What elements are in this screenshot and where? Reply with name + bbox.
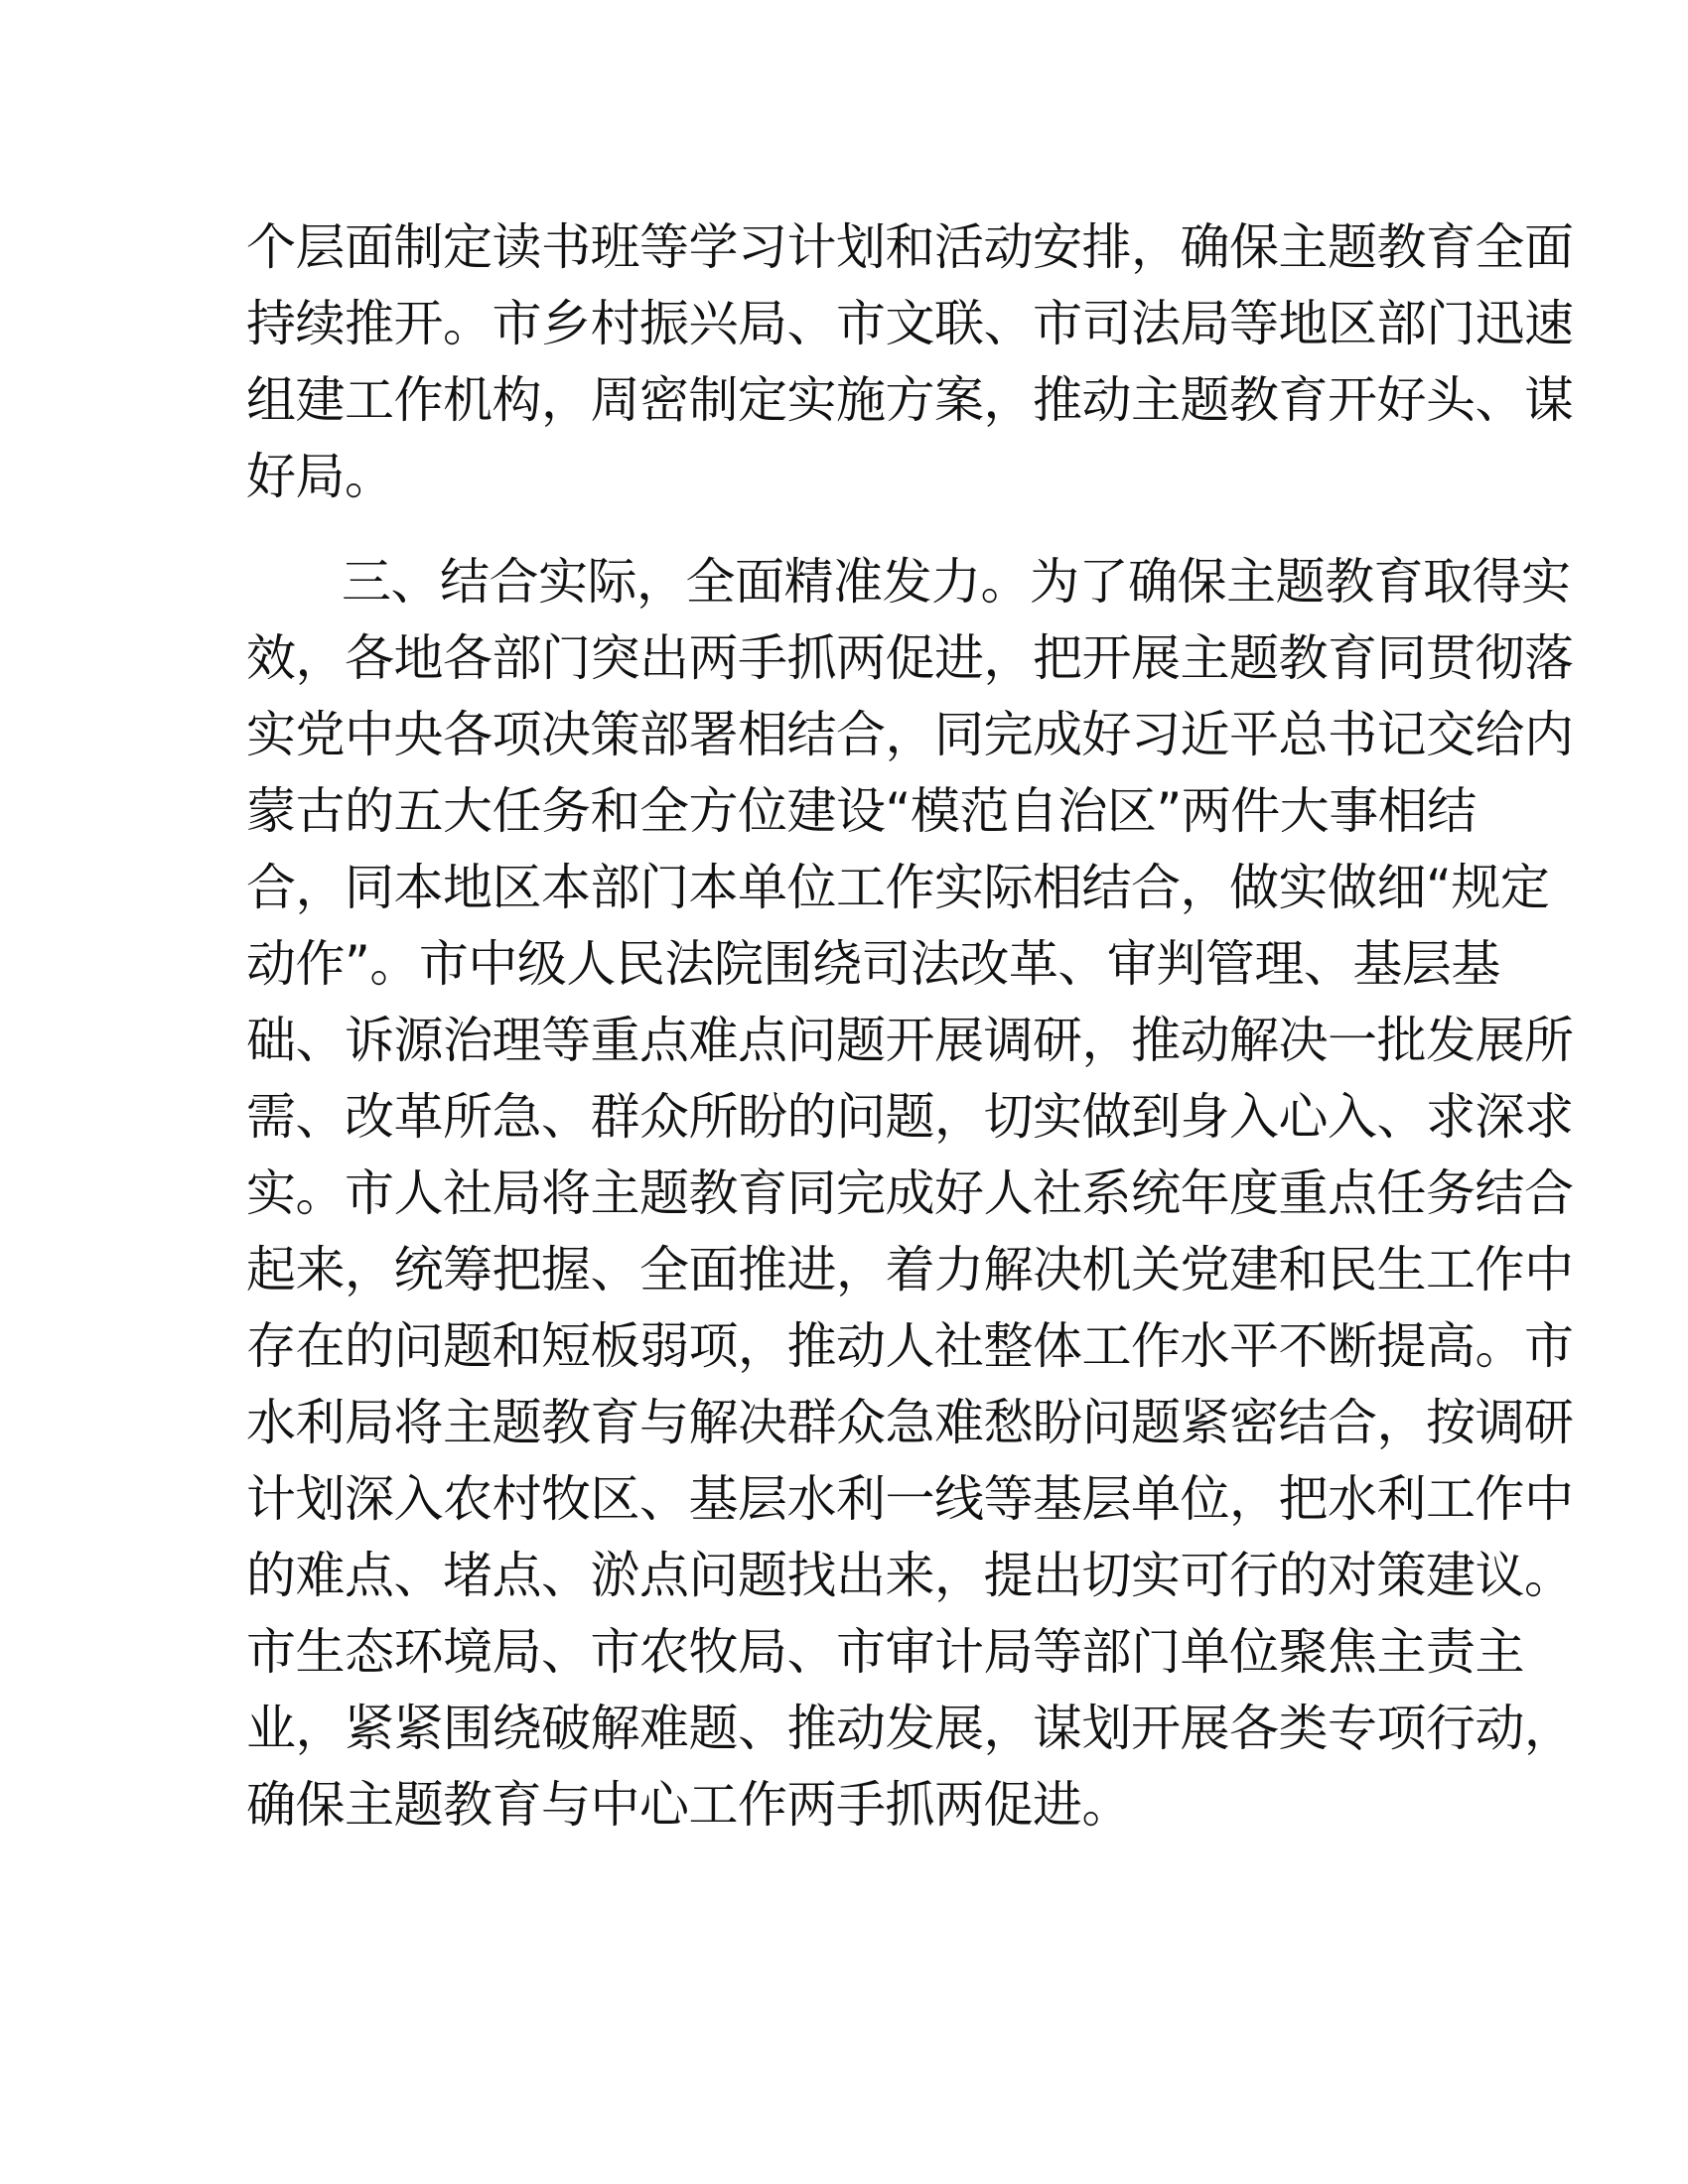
text-line: 础、诉源治理等重点难点问题开展调研，推动解决一批发展所 [246,1012,1574,1069]
paragraph-section-three [246,544,1574,1843]
text-line: 好局。 [246,448,394,505]
text-line: 动作”。市中级人民法院围绕司法改革、审判管理、基层基 [246,935,1500,993]
paragraph-continuation [246,209,1574,515]
text-line: 计划深入农村牧区、基层水利一线等基层单位，把水利工作中 [246,1470,1574,1528]
text-line: 存在的问题和短板弱项，推动人社整体工作水平不断提高。市 [246,1317,1574,1375]
text-line: 的难点、堵点、淤点问题找出来，提出切实可行的对策建议。 [246,1547,1574,1604]
text-line: 合，同本地区本部门本单位工作实际相结合，做实做细“规定 [246,859,1550,916]
text-line: 需、改革所急、群众所盼的问题，切实做到身入心入、求深求 [246,1088,1574,1146]
text-line: 市生态环境局、市农牧局、市审计局等部门单位聚焦主责主 [246,1623,1524,1681]
text-line: 效，各地各部门突出两手抓两促进，把开展主题教育同贯彻落 [246,629,1574,687]
text-line: 起来，统筹把握、全面推进，着力解决机关党建和民生工作中 [246,1241,1574,1298]
text-line: 三、结合实际，全面精准发力。为了确保主题教育取得实 [342,553,1571,611]
text-line: 实。市人社局将主题教育同完成好人社系统年度重点任务结合 [246,1164,1574,1222]
text-line: 水利局将主题教育与解决群众急难愁盼问题紧密结合，按调研 [246,1394,1574,1451]
text-line: 组建工作机构，周密制定实施方案，推动主题教育开好头、谋 [246,371,1574,429]
text-line: 持续推开。市乡村振兴局、市文联、市司法局等地区部门迅速 [246,295,1574,352]
text-line: 个层面制定读书班等学习计划和活动安排，确保主题教育全面 [246,218,1574,276]
text-line: 实党中央各项决策部署相结合，同完成好习近平总书记交给内 [246,706,1574,763]
text-line: 蒙古的五大任务和全方位建设“模范自治区”两件大事相结 [246,782,1477,840]
text-line: 业，紧紧围绕破解难题、推动发展，谋划开展各类专项行动， [246,1700,1574,1757]
text-line: 确保主题教育与中心工作两手抓两促进。 [246,1776,1131,1834]
